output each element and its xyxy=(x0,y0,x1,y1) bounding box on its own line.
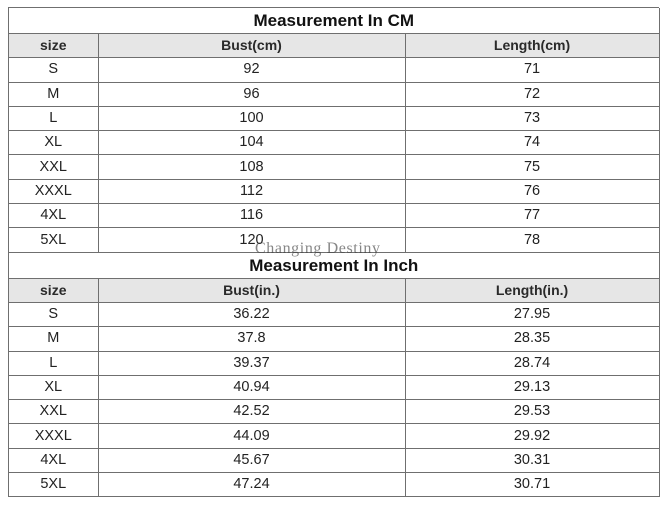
table-row xyxy=(9,473,659,497)
size-chart-table xyxy=(9,8,660,497)
cm-header-size: size xyxy=(9,34,98,58)
bust-cell: 37.8 xyxy=(98,327,405,351)
size-cell: M xyxy=(9,82,98,106)
table-row xyxy=(9,155,659,179)
size-cell: L xyxy=(9,351,98,375)
inch-title-row xyxy=(9,252,659,278)
bust-cell: 45.67 xyxy=(98,448,405,472)
size-cell: S xyxy=(9,302,98,326)
size-cell: XL xyxy=(9,131,98,155)
size-cell: L xyxy=(9,106,98,130)
size-chart-sheet xyxy=(8,7,659,497)
length-cell: 76 xyxy=(405,179,659,203)
size-cell: XXXL xyxy=(9,424,98,448)
watermark-text: Changing Destiny xyxy=(255,240,381,257)
bust-cell: 108 xyxy=(98,155,405,179)
length-cell: 73 xyxy=(405,106,659,130)
bust-cell: 96 xyxy=(98,82,405,106)
length-cell: 27.95 xyxy=(405,302,659,326)
bust-cell: 100 xyxy=(98,106,405,130)
bust-cell: 36.22 xyxy=(98,302,405,326)
cm-table-title: Measurement In CM xyxy=(9,8,659,34)
bust-cell: 42.52 xyxy=(98,400,405,424)
cm-section xyxy=(9,8,659,252)
bust-cell: 92 xyxy=(98,58,405,82)
table-row xyxy=(9,179,659,203)
length-cell: 75 xyxy=(405,155,659,179)
bust-cell: 116 xyxy=(98,204,405,228)
table-row xyxy=(9,131,659,155)
table-row xyxy=(9,327,659,351)
size-cell: 5XL xyxy=(9,228,98,252)
table-row xyxy=(9,204,659,228)
inch-header-size: size xyxy=(9,278,98,302)
table-row xyxy=(9,302,659,326)
length-cell: 28.74 xyxy=(405,351,659,375)
length-cell: 29.92 xyxy=(405,424,659,448)
length-cell: 29.53 xyxy=(405,400,659,424)
size-cell: M xyxy=(9,327,98,351)
size-cell: XXL xyxy=(9,155,98,179)
cm-title-row xyxy=(9,8,659,34)
size-cell: 4XL xyxy=(9,448,98,472)
length-cell: 28.35 xyxy=(405,327,659,351)
bust-cell: 104 xyxy=(98,131,405,155)
bust-cell: 47.24 xyxy=(98,473,405,497)
cm-header-row xyxy=(9,34,659,58)
table-row xyxy=(9,228,659,252)
inch-section xyxy=(9,252,659,497)
table-row xyxy=(9,400,659,424)
table-row xyxy=(9,351,659,375)
length-cell: 78 xyxy=(405,228,659,252)
length-cell: 71 xyxy=(405,58,659,82)
size-cell: XXL xyxy=(9,400,98,424)
inch-header-row xyxy=(9,278,659,302)
inch-header-length: Length(in.) xyxy=(405,278,659,302)
inch-header-bust: Bust(in.) xyxy=(98,278,405,302)
bust-cell: 120 xyxy=(98,228,405,252)
table-row xyxy=(9,58,659,82)
size-cell: 5XL xyxy=(9,473,98,497)
length-cell: 77 xyxy=(405,204,659,228)
size-cell: 4XL xyxy=(9,204,98,228)
bust-cell: 112 xyxy=(98,179,405,203)
table-row xyxy=(9,82,659,106)
length-cell: 72 xyxy=(405,82,659,106)
table-row xyxy=(9,424,659,448)
size-cell: XXXL xyxy=(9,179,98,203)
table-row xyxy=(9,375,659,399)
bust-cell: 39.37 xyxy=(98,351,405,375)
inch-table-title: Measurement In Inch xyxy=(9,252,659,278)
table-row xyxy=(9,106,659,130)
length-cell: 30.31 xyxy=(405,448,659,472)
table-row xyxy=(9,448,659,472)
cm-header-bust: Bust(cm) xyxy=(98,34,405,58)
bust-cell: 40.94 xyxy=(98,375,405,399)
size-cell: XL xyxy=(9,375,98,399)
cm-header-length: Length(cm) xyxy=(405,34,659,58)
length-cell: 30.71 xyxy=(405,473,659,497)
size-cell: S xyxy=(9,58,98,82)
length-cell: 74 xyxy=(405,131,659,155)
bust-cell: 44.09 xyxy=(98,424,405,448)
length-cell: 29.13 xyxy=(405,375,659,399)
